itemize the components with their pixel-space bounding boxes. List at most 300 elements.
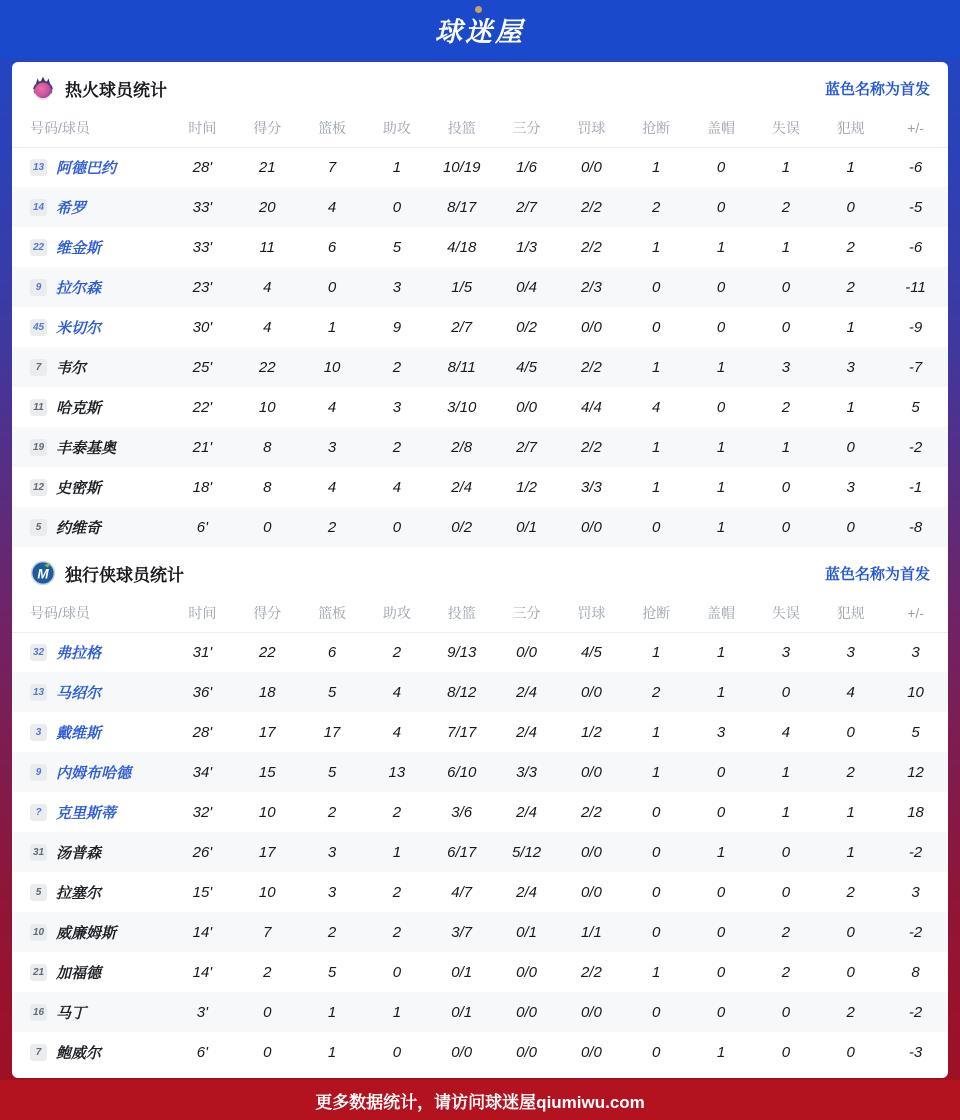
stat-cell: 7 — [263, 923, 272, 941]
stat-cell: 8 — [911, 963, 920, 981]
stat-cell: 0/1 — [451, 963, 473, 981]
player-cell — [12, 952, 170, 992]
player-name: 汤普森 — [56, 844, 102, 862]
stat-cell: 2 — [392, 438, 402, 456]
column-header: 时间 — [170, 109, 235, 147]
stat-cell: 2/2 — [580, 438, 602, 456]
stat-cell: 1 — [716, 518, 726, 536]
player-cell — [12, 712, 170, 752]
stat-cell: 25' — [192, 358, 213, 376]
player-row — [12, 427, 948, 467]
stat-cell: 2 — [392, 803, 402, 821]
stat-cell: 0 — [716, 318, 726, 336]
player-name: 克里斯蒂 — [56, 804, 117, 822]
player-number-badge: 22 — [30, 239, 47, 256]
stat-cell: 8 — [263, 438, 272, 456]
player-row — [12, 952, 948, 992]
stat-cell: -6 — [908, 158, 923, 176]
column-header: 三分 — [494, 109, 559, 147]
stat-cell: 2/2 — [580, 803, 602, 821]
stat-cell: 36' — [192, 683, 213, 701]
player-name: 哈克斯 — [56, 399, 102, 417]
stat-cell: 2 — [392, 643, 402, 661]
player-row — [12, 347, 948, 387]
player-name: 米切尔 — [56, 319, 102, 337]
stat-cell: 1 — [652, 238, 661, 256]
stat-cell: 2 — [846, 1003, 855, 1021]
stat-cell: 4 — [781, 723, 791, 741]
stat-cell: 2 — [846, 883, 855, 901]
stat-cell: 0/0 — [516, 963, 537, 981]
stat-cell: -2 — [908, 923, 923, 941]
stat-cell: 0 — [781, 883, 791, 901]
player-cell — [12, 147, 170, 187]
stat-cell: 1 — [846, 843, 855, 861]
stat-cell: 0 — [652, 803, 661, 821]
column-header: 得分 — [235, 594, 300, 632]
stat-cell: 3 — [846, 478, 855, 496]
stat-cell: 33' — [192, 198, 213, 216]
player-cell — [12, 507, 170, 547]
stat-cell: 2/8 — [451, 438, 473, 456]
mavericks-logo-icon — [30, 560, 56, 586]
player-row — [12, 187, 948, 227]
player-cell — [12, 912, 170, 952]
stat-cell: 0 — [327, 278, 337, 296]
stat-cell: 3/3 — [516, 763, 537, 781]
stat-cell: 17 — [258, 843, 276, 861]
stat-cell: 0/4 — [516, 278, 537, 296]
player-number-badge: 7 — [30, 359, 47, 376]
player-number-badge: 5 — [30, 519, 47, 536]
stat-cell: -7 — [908, 358, 923, 376]
section-header — [12, 547, 948, 594]
stat-cell: 2 — [327, 803, 337, 821]
stat-cell: 2 — [327, 518, 337, 536]
stat-cell: 1 — [652, 158, 661, 176]
stat-cell: 0/0 — [580, 318, 602, 336]
stat-cell: 2 — [652, 198, 661, 216]
stat-cell: 0 — [716, 198, 726, 216]
stat-cell: 1 — [781, 438, 791, 456]
stat-cell: 5 — [911, 723, 920, 741]
stat-cell: 1 — [846, 158, 855, 176]
column-header: 时间 — [170, 594, 235, 632]
stat-cell: 0/1 — [516, 923, 537, 941]
stat-cell: 2 — [781, 963, 791, 981]
stat-cell: 1 — [392, 843, 402, 861]
player-cell — [12, 992, 170, 1032]
stat-cell: 0 — [781, 318, 791, 336]
stat-cell: 0 — [846, 963, 855, 981]
stat-cell: 2/2 — [580, 963, 602, 981]
top-bar — [0, 0, 960, 58]
stat-cell: 6' — [196, 1043, 209, 1061]
stat-cell: 10 — [258, 398, 276, 416]
stat-cell: 4/7 — [451, 883, 473, 901]
player-number-badge: 11 — [30, 399, 47, 416]
player-cell — [12, 427, 170, 467]
stat-cell: 0/0 — [516, 643, 537, 661]
stat-cell: 8 — [263, 478, 272, 496]
starter-legend: 蓝色名称为首发 — [824, 565, 930, 583]
stat-cell: 2 — [263, 963, 272, 981]
stat-cell: 0 — [846, 438, 855, 456]
column-header: +/- — [883, 109, 948, 147]
stat-cell: -2 — [908, 1003, 923, 1021]
stat-cell: 26' — [192, 843, 213, 861]
column-header: 盖帽 — [689, 594, 754, 632]
stat-cell: 3 — [392, 278, 402, 296]
stat-cell: 3/3 — [580, 478, 602, 496]
player-cell — [12, 227, 170, 267]
player-row — [12, 832, 948, 872]
stat-cell: 0/0 — [580, 158, 602, 176]
player-name: 内姆布哈德 — [56, 764, 132, 782]
stat-cell: 1 — [716, 478, 726, 496]
stat-cell: 3 — [392, 398, 402, 416]
stat-cell: 0 — [716, 1003, 726, 1021]
player-name: 威廉姆斯 — [56, 924, 117, 942]
player-row — [12, 872, 948, 912]
stat-cell: 9 — [392, 318, 402, 336]
stat-cell: 10 — [258, 803, 276, 821]
stat-cell: 14' — [192, 963, 213, 981]
player-row — [12, 712, 948, 752]
player-row — [12, 307, 948, 347]
stat-cell: 2 — [781, 398, 791, 416]
stat-cell: 14' — [192, 923, 213, 941]
stat-cell: 0/0 — [580, 843, 602, 861]
stat-cell: 2/4 — [451, 478, 473, 496]
player-row — [12, 467, 948, 507]
stat-cell: 1 — [327, 318, 337, 336]
player-cell — [12, 632, 170, 672]
column-header: 犯规 — [818, 594, 883, 632]
stat-cell: 0 — [716, 883, 726, 901]
stat-cell: 4/4 — [580, 398, 602, 416]
stat-cell: -9 — [908, 318, 923, 336]
stat-cell: 1 — [846, 318, 855, 336]
stat-cell: 5/12 — [511, 843, 542, 861]
stat-cell: 4 — [392, 478, 402, 496]
player-cell — [12, 832, 170, 872]
stat-cell: 28' — [192, 723, 213, 741]
player-row — [12, 147, 948, 187]
stat-cell: 1 — [652, 723, 661, 741]
stat-cell: 2 — [846, 278, 855, 296]
player-number-badge: 16 — [30, 1004, 47, 1021]
player-row — [12, 227, 948, 267]
stat-cell: 3/10 — [447, 398, 477, 416]
column-header: 罚球 — [559, 109, 624, 147]
stat-cell: 2/2 — [580, 198, 602, 216]
stat-cell: 4 — [392, 723, 402, 741]
stat-cell: 33' — [192, 238, 213, 256]
stat-cell: 5 — [327, 683, 337, 701]
stat-cell: 1 — [781, 158, 791, 176]
stat-cell: 4/18 — [447, 238, 477, 256]
column-header: 盖帽 — [689, 109, 754, 147]
stat-cell: 0/0 — [580, 683, 602, 701]
stat-cell: 0 — [652, 923, 661, 941]
column-header-row — [12, 594, 948, 632]
player-name: 拉尔森 — [56, 279, 102, 297]
stat-cell: 0 — [652, 1003, 661, 1021]
stat-cell: 2/4 — [516, 683, 537, 701]
player-number-badge: 5 — [30, 884, 47, 901]
stat-cell: 0 — [392, 198, 402, 216]
stat-cell: 13 — [388, 763, 406, 781]
column-header: 犯规 — [818, 109, 883, 147]
stat-cell: 3 — [327, 883, 337, 901]
stat-cell: 4 — [327, 198, 337, 216]
stat-cell: 3 — [846, 643, 855, 661]
stat-cell: 2 — [392, 883, 402, 901]
stat-cell: 6/10 — [447, 763, 477, 781]
stat-cell: 1/3 — [516, 238, 537, 256]
stat-cell: 30' — [192, 318, 213, 336]
player-cell — [12, 752, 170, 792]
stat-cell: 11 — [259, 238, 276, 256]
stat-cell: 31' — [192, 643, 213, 661]
stat-cell: 1 — [846, 803, 855, 821]
stat-cell: 0 — [716, 398, 726, 416]
stat-cell: 0 — [716, 963, 726, 981]
stats-card — [12, 62, 948, 1078]
stat-cell: 1 — [652, 643, 661, 661]
column-header: 助攻 — [364, 594, 429, 632]
stat-cell: 1 — [716, 683, 726, 701]
stat-cell: 1 — [781, 238, 791, 256]
stat-cell: 1 — [327, 1043, 337, 1061]
player-row — [12, 992, 948, 1032]
player-name: 弗拉格 — [56, 644, 102, 662]
player-number-badge: 7 — [30, 1044, 47, 1061]
stat-cell: 1 — [652, 358, 661, 376]
player-row — [12, 507, 948, 547]
stat-cell: 3' — [196, 1003, 209, 1021]
player-cell — [12, 872, 170, 912]
stat-cell: 21' — [192, 438, 213, 456]
stat-cell: 0 — [652, 883, 661, 901]
player-row — [12, 672, 948, 712]
heat-logo-icon — [30, 75, 56, 101]
stat-cell: 10/19 — [442, 158, 481, 176]
stat-cell: 1 — [846, 398, 855, 416]
stat-cell: 23' — [192, 278, 213, 296]
column-header: 投篮 — [429, 594, 494, 632]
stat-cell: 6/17 — [447, 843, 477, 861]
stat-cell: 0/0 — [580, 1003, 602, 1021]
stat-cell: 2 — [781, 198, 791, 216]
player-cell — [12, 467, 170, 507]
stat-cell: 0 — [716, 278, 726, 296]
column-header-row — [12, 109, 948, 147]
stat-cell: 3/6 — [451, 803, 473, 821]
stat-cell: 4 — [263, 278, 272, 296]
stat-cell: 2/4 — [516, 723, 537, 741]
stat-cell: 2/4 — [516, 883, 537, 901]
player-row — [12, 912, 948, 952]
stat-cell: 1 — [652, 963, 661, 981]
stat-cell: 2/2 — [580, 238, 602, 256]
stat-cell: 1/5 — [451, 278, 473, 296]
stat-cell: 0/2 — [451, 518, 473, 536]
stat-cell: 0 — [846, 1043, 855, 1061]
player-number-badge: 19 — [30, 439, 47, 456]
stat-cell: 3 — [911, 643, 920, 661]
stat-cell: 0 — [392, 1043, 402, 1061]
stat-cell: 4 — [263, 318, 272, 336]
column-header: +/- — [883, 594, 948, 632]
stat-cell: 10 — [323, 358, 341, 376]
stat-cell: -2 — [908, 438, 923, 456]
player-row — [12, 1032, 948, 1072]
stat-cell: 1 — [652, 763, 661, 781]
stat-cell: 0 — [781, 478, 791, 496]
stat-cell: 0 — [716, 803, 726, 821]
stat-cell: 12 — [907, 763, 924, 781]
column-header: 号码/球员 — [12, 594, 170, 632]
stat-cell: -8 — [908, 518, 923, 536]
heat-stats-table — [12, 109, 948, 547]
stat-cell: 1 — [716, 843, 726, 861]
player-name: 史密斯 — [56, 479, 102, 497]
footer-text: 更多数据统计，请访问球迷屋qiumiwu.com — [315, 1092, 645, 1112]
stat-cell: 0 — [263, 1043, 272, 1061]
stat-cell: 0/0 — [580, 883, 602, 901]
column-header: 抢断 — [624, 594, 689, 632]
stat-cell: 4 — [327, 398, 337, 416]
column-header: 抢断 — [624, 109, 689, 147]
column-header: 篮板 — [300, 594, 365, 632]
stat-cell: 1 — [392, 1003, 402, 1021]
stat-cell: 0 — [781, 1043, 791, 1061]
stat-cell: 2 — [846, 763, 855, 781]
stat-cell: 0 — [263, 1003, 272, 1021]
stat-cell: 0 — [781, 1003, 791, 1021]
stat-cell: 34' — [192, 763, 213, 781]
stat-cell: 5 — [327, 963, 337, 981]
player-number-badge: 3 — [30, 724, 47, 741]
mavericks-stats-table — [12, 594, 948, 1072]
stat-cell: -2 — [908, 843, 923, 861]
stat-cell: 0 — [781, 518, 791, 536]
stat-cell: 0/0 — [516, 1043, 537, 1061]
column-header: 罚球 — [559, 594, 624, 632]
stat-cell: 0 — [846, 198, 855, 216]
player-number-badge: 9 — [30, 279, 47, 296]
stat-cell: 1 — [716, 358, 726, 376]
stat-cell: 0 — [846, 518, 855, 536]
stat-cell: 32' — [192, 803, 213, 821]
stat-cell: 1 — [716, 438, 726, 456]
player-number-badge: 9 — [30, 764, 47, 781]
stat-cell: 1/2 — [580, 723, 602, 741]
player-name: 马绍尔 — [56, 684, 102, 702]
stat-cell: 22' — [192, 398, 213, 416]
stat-cell: 5 — [911, 398, 920, 416]
stat-cell: 0 — [392, 963, 402, 981]
player-row — [12, 632, 948, 672]
stat-cell: 1 — [716, 1043, 726, 1061]
stat-cell: 1 — [781, 803, 791, 821]
stat-cell: 0/0 — [516, 1003, 537, 1021]
stat-cell: 0 — [781, 843, 791, 861]
section-title-mavericks: 独行侠球员统计 — [65, 565, 184, 585]
stat-cell: 6 — [327, 643, 337, 661]
player-number-badge: ? — [30, 804, 47, 821]
player-number-badge: 21 — [30, 964, 47, 981]
stat-cell: 0 — [263, 518, 272, 536]
player-cell — [12, 792, 170, 832]
stat-cell: 22 — [258, 358, 276, 376]
stat-cell: 1 — [392, 158, 402, 176]
player-name: 丰泰基奥 — [56, 439, 117, 457]
stat-cell: 4/5 — [516, 358, 537, 376]
column-header: 号码/球员 — [12, 109, 170, 147]
stat-cell: 28' — [192, 158, 213, 176]
stat-cell: 18 — [258, 683, 276, 701]
stat-cell: 2/7 — [451, 318, 473, 336]
stat-cell: 1 — [716, 643, 726, 661]
stat-cell: 0/1 — [451, 1003, 473, 1021]
stat-cell: 0 — [652, 518, 661, 536]
stat-cell: 20 — [258, 198, 276, 216]
stat-cell: 2/4 — [516, 803, 537, 821]
stat-cell: 0/0 — [451, 1043, 473, 1061]
player-cell — [12, 187, 170, 227]
stat-cell: -11 — [905, 278, 926, 296]
stat-cell: 0/0 — [580, 763, 602, 781]
player-name: 鲍威尔 — [56, 1044, 102, 1062]
stat-cell: 7/17 — [447, 723, 477, 741]
stat-cell: 0 — [716, 923, 726, 941]
player-number-badge: 45 — [30, 319, 47, 336]
stat-cell: 0 — [652, 278, 661, 296]
stat-cell: 0 — [846, 723, 855, 741]
stat-cell: 3 — [781, 643, 791, 661]
stat-cell: 10 — [907, 683, 924, 701]
stat-cell: 7 — [327, 158, 337, 176]
stat-cell: 21 — [258, 158, 276, 176]
player-cell — [12, 307, 170, 347]
stat-cell: 2 — [781, 923, 791, 941]
site-logo — [435, 10, 525, 49]
stat-cell: 0/2 — [516, 318, 537, 336]
svg-text:M: M — [37, 566, 49, 582]
stat-cell: 15 — [258, 763, 276, 781]
stat-cell: 6' — [196, 518, 209, 536]
player-name: 约维奇 — [56, 519, 102, 537]
stat-cell: 2 — [392, 923, 402, 941]
stat-cell: 4 — [392, 683, 402, 701]
stat-cell: 3/7 — [451, 923, 473, 941]
stat-cell: 1 — [327, 1003, 337, 1021]
player-row — [12, 752, 948, 792]
stat-cell: 5 — [392, 238, 402, 256]
player-name: 阿德巴约 — [56, 159, 117, 177]
stat-cell: 17 — [323, 723, 341, 741]
player-name: 马丁 — [56, 1004, 87, 1022]
column-header: 失误 — [753, 109, 818, 147]
stat-cell: 4 — [652, 398, 661, 416]
player-cell — [12, 672, 170, 712]
stat-cell: 1/2 — [516, 478, 537, 496]
column-header: 得分 — [235, 109, 300, 147]
player-row — [12, 267, 948, 307]
